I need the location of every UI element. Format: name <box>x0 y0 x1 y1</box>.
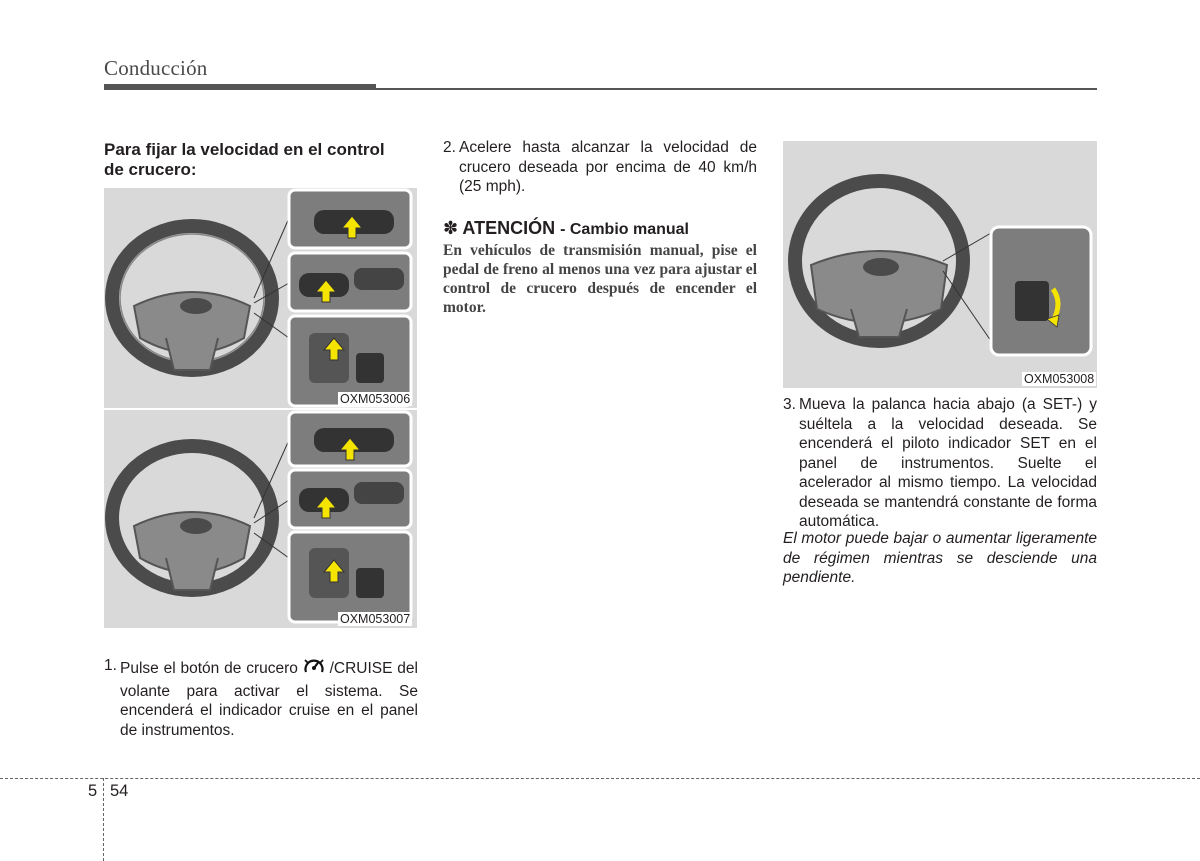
page-header-title: Conducción <box>104 56 208 80</box>
inset-cruise-button-5 <box>289 470 411 528</box>
attention-title <box>443 218 757 239</box>
figure-caption-right: OXM053008 <box>1024 372 1095 386</box>
chapter-number: 5 <box>88 782 98 800</box>
attention-body: En vehículos de transmisión manual, pise el pedal de freno al menos una vez para ajustar el control de crucero después de encender el motor. <box>443 242 757 316</box>
inset-cruise-button-1 <box>289 190 411 248</box>
step-3-text: Mueva la palanca hacia abajo (a SET-) y suéltela a la velocidad deseada. Se encenderá el piloto indicador SET en el panel de instrumentos. Suelte el acelerador al mismo tiempo. La velocidad deseada se mantendrá constante de forma automática. <box>799 396 1097 530</box>
step-2-text: Acelere hasta alcanzar la velocidad de crucero deseada por encima de 40 km/h (25 mph). <box>459 139 757 195</box>
step-1 <box>104 656 418 740</box>
inset-cruise-button-2 <box>289 253 411 311</box>
steering-wheel-icon <box>112 226 272 370</box>
step-2-number: 2. <box>443 139 456 156</box>
steering-wheel-icon-2 <box>112 446 272 590</box>
inset-cruise-button-4 <box>289 412 411 466</box>
header-rule-thin <box>376 88 1097 90</box>
engine-note: El motor puede bajar o aumentar ligeramente de régimen mientras se desciende una pendiente. <box>783 530 1097 586</box>
footer-dashed-divider <box>103 778 104 861</box>
steering-wheel-icon-3 <box>795 181 963 341</box>
footer-dashed-rule <box>0 778 1200 779</box>
step-3-number: 3. <box>783 396 796 413</box>
figure-caption-top: OXM053006 <box>340 392 411 406</box>
steering-wheel-illustration-left <box>104 188 417 628</box>
steering-wheel-illustration-right <box>783 141 1097 388</box>
page-number: 54 <box>110 782 129 800</box>
inset-set-lever <box>991 227 1091 355</box>
header-rule-thick <box>104 84 376 90</box>
step-3 <box>783 395 1097 532</box>
section-heading: Para fijar la velocidad en el control de crucero: <box>104 140 385 179</box>
figure-caption-bottom: OXM053007 <box>340 612 411 626</box>
attention-subtitle: - Cambio manual <box>560 221 689 238</box>
cruise-control-icon <box>303 656 325 682</box>
step-1-number: 1. <box>104 657 117 674</box>
steering-wheel-figure-left <box>104 188 417 628</box>
step-2 <box>443 138 757 197</box>
step-1-text-a: Pulse el botón de crucero <box>120 659 298 677</box>
step-1-text-b: /CRUISE del volante para activar el sistema. Se encenderá el indicador cruise en el panel de instrumentos. <box>120 659 418 739</box>
attention-title-main: ✽ ATENCIÓN <box>443 218 556 238</box>
inset-cruise-button-6 <box>289 532 411 622</box>
steering-wheel-figure-right <box>783 141 1097 388</box>
